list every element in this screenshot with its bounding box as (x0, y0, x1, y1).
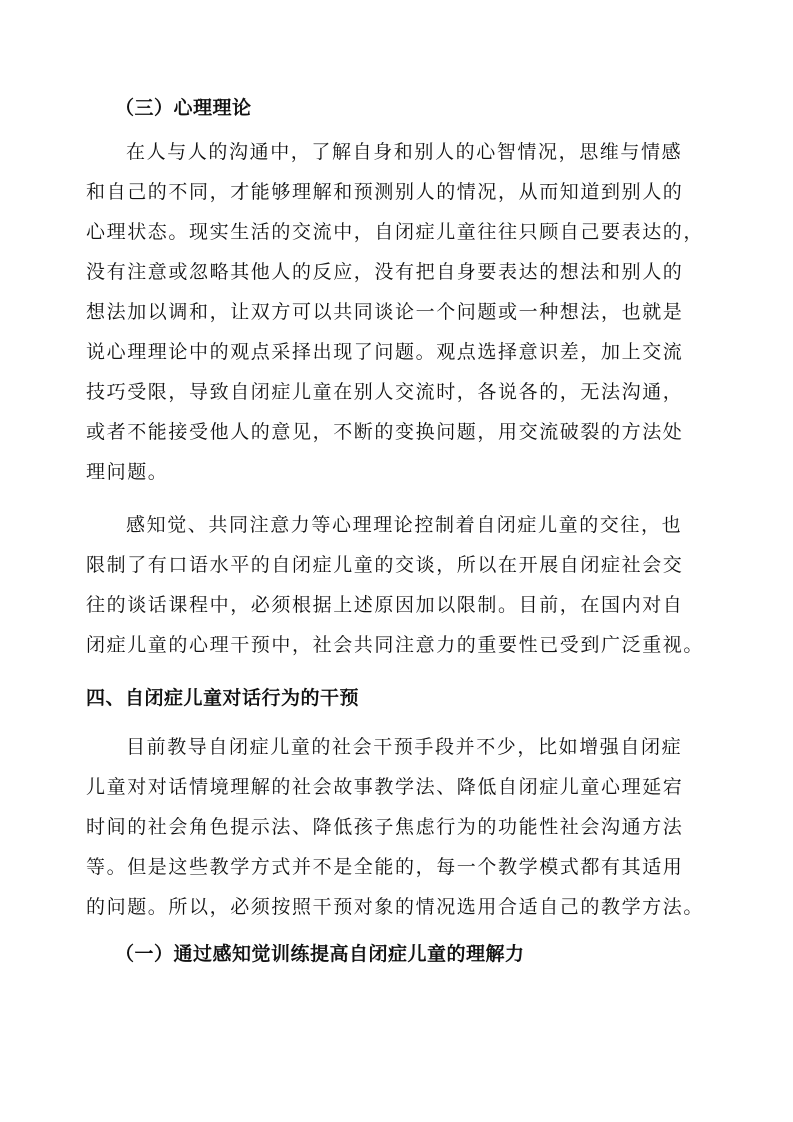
paragraph-line: 说心理理论中的观点采择出现了问题。观点选择意识差，加上交流 (86, 341, 684, 363)
paragraph-line: 限制了有口语水平的自闭症儿童的交谈，所以在开展自闭症社会交 (86, 554, 684, 576)
paragraph-line: 心理状态。现实生活的交流中，自闭症儿童往往只顾自己要表达的， (86, 221, 705, 243)
paragraph-line: 目前教导自闭症儿童的社会干预手段并不少，比如增强自闭症 (126, 736, 683, 758)
paragraph-line: 理问题。 (86, 461, 169, 483)
paragraph-line: 没有注意或忽略其他人的反应，没有把自身要表达的想法和别人的 (86, 261, 684, 283)
paragraph-line: 在人与人的沟通中，了解自身和别人的心智情况，思维与情感 (126, 141, 683, 163)
paragraph-line: 和自己的不同，才能够理解和预测别人的情况，从而知道到别人的 (86, 181, 684, 203)
paragraph-line: 往的谈话课程中，必须根据上述原因加以限制。目前，在国内对自 (86, 594, 684, 616)
paragraph-line: 时间的社会角色提示法、降低孩子焦虑行为的功能性社会沟通方法 (86, 816, 684, 838)
paragraph-line: 等。但是这些教学方式并不是全能的，每一个教学模式都有其适用 (86, 856, 684, 878)
paragraph-line: 闭症儿童的心理干预中，社会共同注意力的重要性已受到广泛重视。 (86, 634, 705, 656)
section-four-heading: 四、自闭症儿童对话行为的干预 (86, 687, 360, 709)
paragraph-line: 的问题。所以，必须按照干预对象的情况选用合适自己的教学方法。 (86, 896, 705, 918)
paragraph-line: 或者不能接受他人的意见，不断的变换问题，用交流破裂的方法处 (86, 421, 684, 443)
paragraph-line: 感知觉、共同注意力等心理理论控制着自闭症儿童的交往，也 (126, 514, 683, 536)
section-three-heading: （三）心理理论 (115, 97, 252, 119)
paragraph-line: 想法加以调和，让双方可以共同谈论一个问题或一种想法，也就是 (86, 301, 684, 323)
paragraph-line: 儿童对对话情境理解的社会故事教学法、降低自闭症儿童心理延宕 (86, 776, 684, 798)
paragraph-line: 技巧受限，导致自闭症儿童在别人交流时，各说各的，无法沟通， (86, 381, 684, 403)
subsection-one-heading: （一）通过感知觉训练提高自闭症儿童的理解力 (115, 943, 525, 965)
